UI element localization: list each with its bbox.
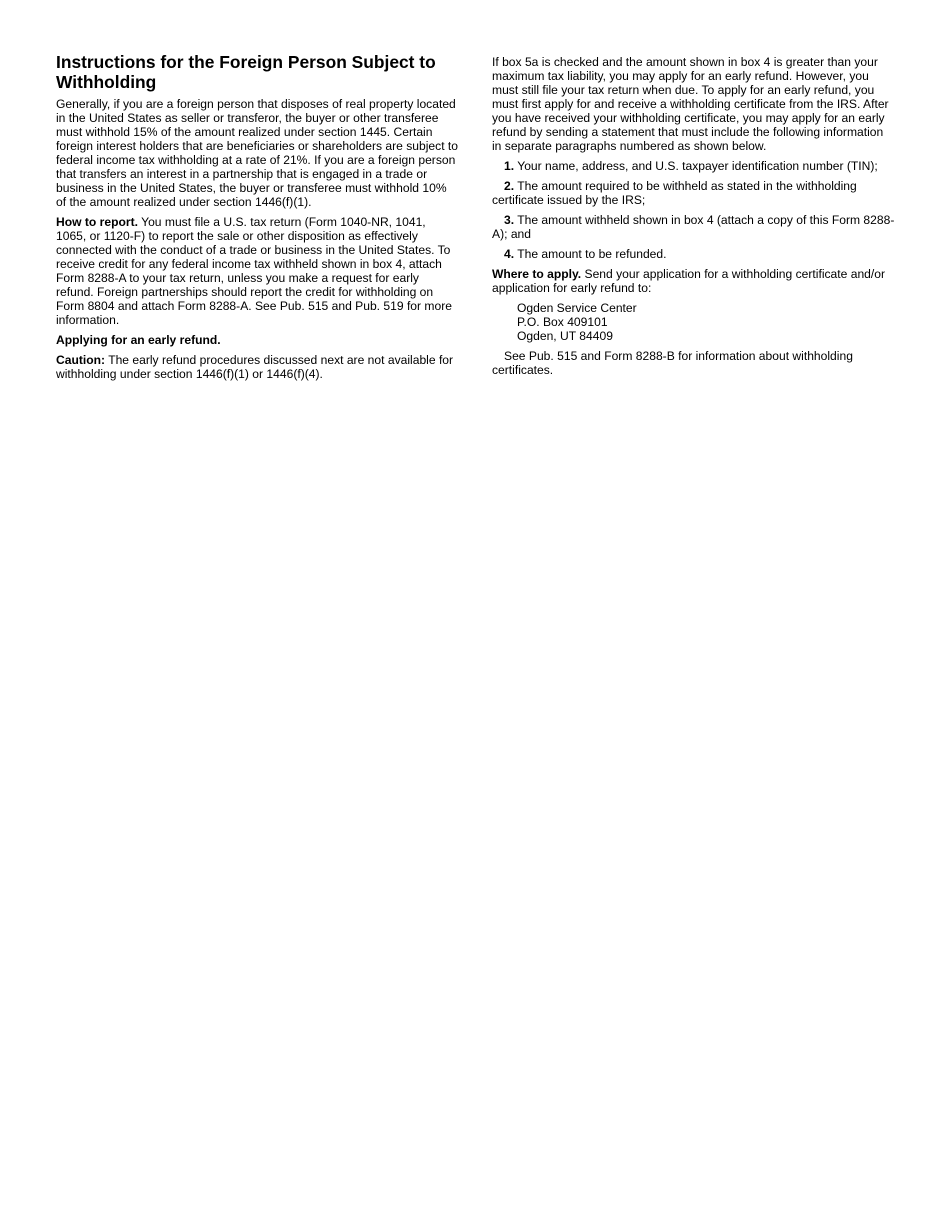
right-column [492, 55, 896, 383]
list-item-text: Your name, address, and U.S. taxpayer identification number (TIN); [514, 159, 878, 173]
page-title: Instructions for the Foreign Person Subject to Withholding [56, 52, 436, 92]
left-column [56, 52, 458, 387]
address-line: Ogden, UT 84409 [517, 329, 613, 343]
list-item [492, 179, 896, 207]
mailing-address [517, 301, 896, 343]
list-item [492, 247, 896, 261]
list-item [492, 213, 896, 241]
list-item-text: The amount to be refunded. [514, 247, 667, 261]
list-item-number: 4. [504, 247, 515, 261]
list-item-number: 1. [504, 159, 515, 173]
list-item [492, 159, 896, 173]
address-line: P.O. Box 409101 [517, 315, 608, 329]
how-to-report-label: How to report. [56, 215, 138, 229]
where-to-apply-label: Where to apply. [492, 267, 582, 281]
list-item-number: 2. [504, 179, 515, 193]
list-item-text: The amount withheld shown in box 4 (attach a copy of this Form 8288-A); and [492, 213, 895, 241]
see-pub-paragraph: See Pub. 515 and Form 8288-B for information about withholding certificates. [492, 349, 853, 377]
applying-heading: Applying for an early refund. [56, 333, 221, 347]
caution-text: The early refund procedures discussed next are not available for withholding under section 1446(f)(1) or 1446(f)(4). [56, 353, 454, 381]
intro-paragraph: Generally, if you are a foreign person that disposes of real property located in the United States as seller or transferor, the buyer or other transferee must withhold 15% of the amount realized under section 1445. Certain foreign interest holders that are beneficiaries or shareholders are subject to federal income tax withholding at a rate of 21%. If you are a foreign person that transfers an interest in a partnership that is engaged in a trade or business in the United States, the buyer or transferee must withhold 10% of the amount realized under section 1446(f)(1). [56, 97, 459, 209]
how-to-report-paragraph [56, 215, 458, 327]
where-to-apply-paragraph [492, 267, 896, 295]
address-line: Ogden Service Center [517, 301, 637, 315]
caution-paragraph [56, 353, 458, 381]
caution-label: Caution: [56, 353, 106, 367]
list-item-number: 3. [504, 213, 515, 227]
how-to-report-text: You must file a U.S. tax return (Form 1040-NR, 1041, 1065, or 1120-F) to report the sale or other disposition as effectively connected with the conduct of a trade or business in the United States. To receive credit for any federal income tax withheld shown in box 4, attach Form 8288-A to your tax return, unless you make a request for early refund. Foreign partnerships should report the credit for withholding on Form 8804 and attach Form 8288-A. See Pub. 515 and Pub. 519 for more information. [56, 215, 452, 327]
early-refund-paragraph: If box 5a is checked and the amount shown in box 4 is greater than your maximum tax liability, you may apply for an early refund. However, you must still file your tax return when due. To apply for an early refund, you must first apply for and receive a withholding certificate from the IRS. After you have received your withholding certificate, you may apply for an early refund by sending a statement that must include the following information in separate paragraphs numbered as shown below. [492, 55, 889, 153]
list-item-text: The amount required to be withheld as stated in the withholding certificate issued by the IRS; [492, 179, 857, 207]
where-to-apply-text: Send your application for a withholding certificate and/or application for early refund to: [492, 267, 886, 295]
